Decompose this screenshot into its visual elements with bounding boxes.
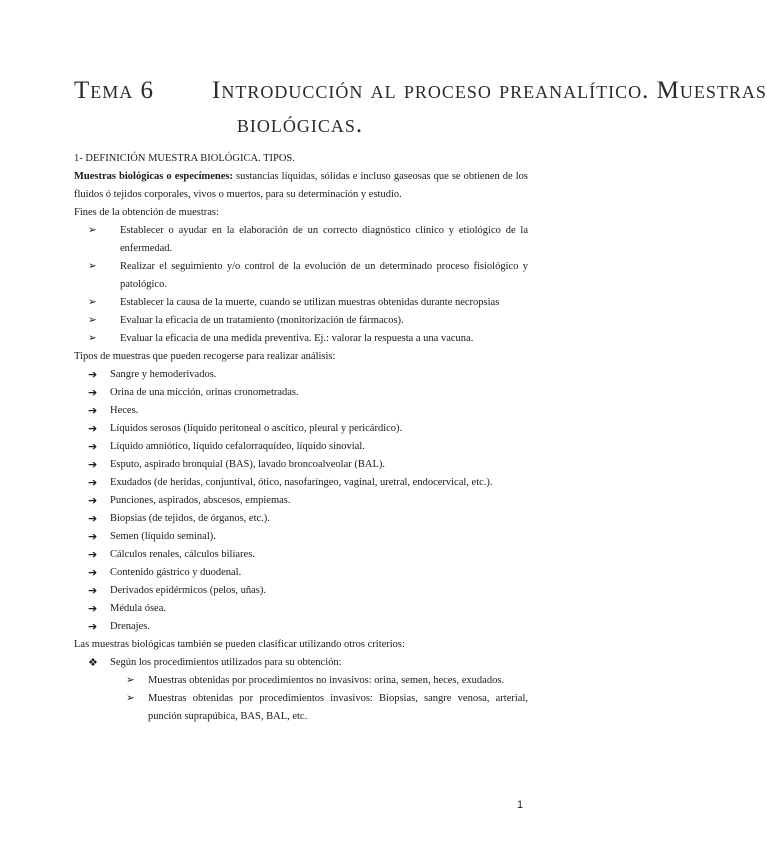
list-item: ➔ Sangre y hemoderivados.	[88, 366, 528, 384]
arrow-bullet-icon: ➔	[88, 620, 98, 633]
title-line-1: Tema 6 Introducción al proceso preanalítico. Muestras	[74, 77, 767, 104]
section-heading: 1- DEFINICIÓN MUESTRA BIOLÓGICA. TIPOS.	[74, 153, 295, 164]
arrow-bullet-icon: ➔	[88, 476, 98, 489]
arrow-bullet-icon: ➔	[88, 458, 98, 471]
list-item: ➔ Drenajes.	[88, 618, 528, 636]
tipos-list	[74, 366, 528, 636]
tipos-intro: Tipos de muestras que pueden recogerse para realizar análisis:	[74, 351, 336, 362]
list-item: ➢ Evaluar la eficacia de un tratamiento (monitorización de fármacos).	[88, 312, 528, 330]
list-item: ➔ Líquido amniótico, líquido cefalorraquídeo, líquido sinovial.	[88, 438, 528, 456]
arrow-bullet-icon: ➔	[88, 512, 98, 525]
document-body	[74, 150, 528, 726]
list-item: ➔ Contenido gástrico y duodenal.	[88, 564, 528, 582]
arrow-bullet-icon: ➔	[88, 548, 98, 561]
arrow-bullet-icon: ➔	[88, 404, 98, 417]
clasif-sublist	[74, 672, 528, 726]
definition-term: Muestras biológicas o especímenes:	[74, 171, 234, 182]
page-title	[74, 74, 767, 142]
arrowhead-bullet-icon: ➢	[126, 693, 135, 704]
arrowhead-bullet-icon: ➢	[126, 675, 135, 686]
arrowhead-bullet-icon: ➢	[88, 261, 97, 272]
page-number: 1	[517, 799, 524, 811]
definition-text: sustancias líquidas, sólidas e incluso gaseosas que se obtienen de los fluidos ó tejidos corporales, vivos o muertos, para su determinación y estudio.	[74, 171, 528, 200]
arrow-bullet-icon: ➔	[88, 530, 98, 543]
list-item: ➔ Biopsias (de tejidos, de órganos, etc.).	[88, 510, 528, 528]
list-item: ➔ Cálculos renales, cálculos biliares.	[88, 546, 528, 564]
list-item: ➔ Líquidos serosos (líquido peritoneal o ascítico, pleural y pericárdico).	[88, 420, 528, 438]
list-item: ➢ Establecer o ayudar en la elaboración de un correcto diagnóstico clínico y etiológico de la enfermedad.	[88, 222, 528, 258]
fines-intro: Fines de la obtención de muestras:	[74, 207, 219, 218]
title-line-2: biológicas.	[236, 111, 364, 138]
arrowhead-bullet-icon: ➢	[88, 225, 97, 236]
arrow-bullet-icon: ➔	[88, 386, 98, 399]
arrow-bullet-icon: ➔	[88, 422, 98, 435]
arrow-bullet-icon: ➔	[88, 494, 98, 507]
list-item: ➔ Derivados epidérmicos (pelos, uñas).	[88, 582, 528, 600]
list-item: ➢ Establecer la causa de la muerte, cuando se utilizan muestras obtenidas durante necropsias	[88, 294, 528, 312]
list-item: ➔ Exudados (de heridas, conjuntival, ótico, nasofaríngeo, vaginal, uretral, endocervical, etc.).	[88, 474, 528, 492]
list-item: ➔ Semen (líquido seminal).	[88, 528, 528, 546]
arrowhead-bullet-icon: ➢	[88, 315, 97, 326]
arrow-bullet-icon: ➔	[88, 368, 98, 381]
arrowhead-bullet-icon: ➢	[88, 297, 97, 308]
arrowhead-bullet-icon: ➢	[88, 333, 97, 344]
definition-paragraph	[74, 168, 528, 204]
list-item: ➢ Evaluar la eficacia de una medida preventiva. Ej.: valorar la respuesta a una vacuna.	[88, 330, 528, 348]
diamond-bullet-icon: ❖	[88, 656, 98, 669]
arrow-bullet-icon: ➔	[88, 566, 98, 579]
list-item: ❖ Según los procedimientos utilizados para su obtención:	[88, 654, 528, 672]
arrow-bullet-icon: ➔	[88, 440, 98, 453]
clasif-intro: Las muestras biológicas también se pueden clasificar utilizando otros criterios:	[74, 639, 405, 650]
fines-list	[74, 222, 528, 348]
list-item: ➢ Realizar el seguimiento y/o control de la evolución de un determinado proceso fisiológico y patológico.	[88, 258, 528, 294]
list-item: ➢ Muestras obtenidas por procedimientos no invasivos: orina, semen, heces, exudados.	[126, 672, 528, 690]
list-item: ➔ Heces.	[88, 402, 528, 420]
list-item: ➢ Muestras obtenidas por procedimientos invasivos: Biopsias, sangre venosa, arterial, punción suprapúbica, BAS, BAL, etc.	[126, 690, 528, 726]
list-item: ➔ Orina de una micción, orinas cronometradas.	[88, 384, 528, 402]
list-item: ➔ Médula ósea.	[88, 600, 528, 618]
arrow-bullet-icon: ➔	[88, 602, 98, 615]
arrow-bullet-icon: ➔	[88, 584, 98, 597]
list-item: ➔ Punciones, aspirados, abscesos, empiemas.	[88, 492, 528, 510]
list-item: ➔ Esputo, aspirado bronquial (BAS), lavado broncoalveolar (BAL).	[88, 456, 528, 474]
